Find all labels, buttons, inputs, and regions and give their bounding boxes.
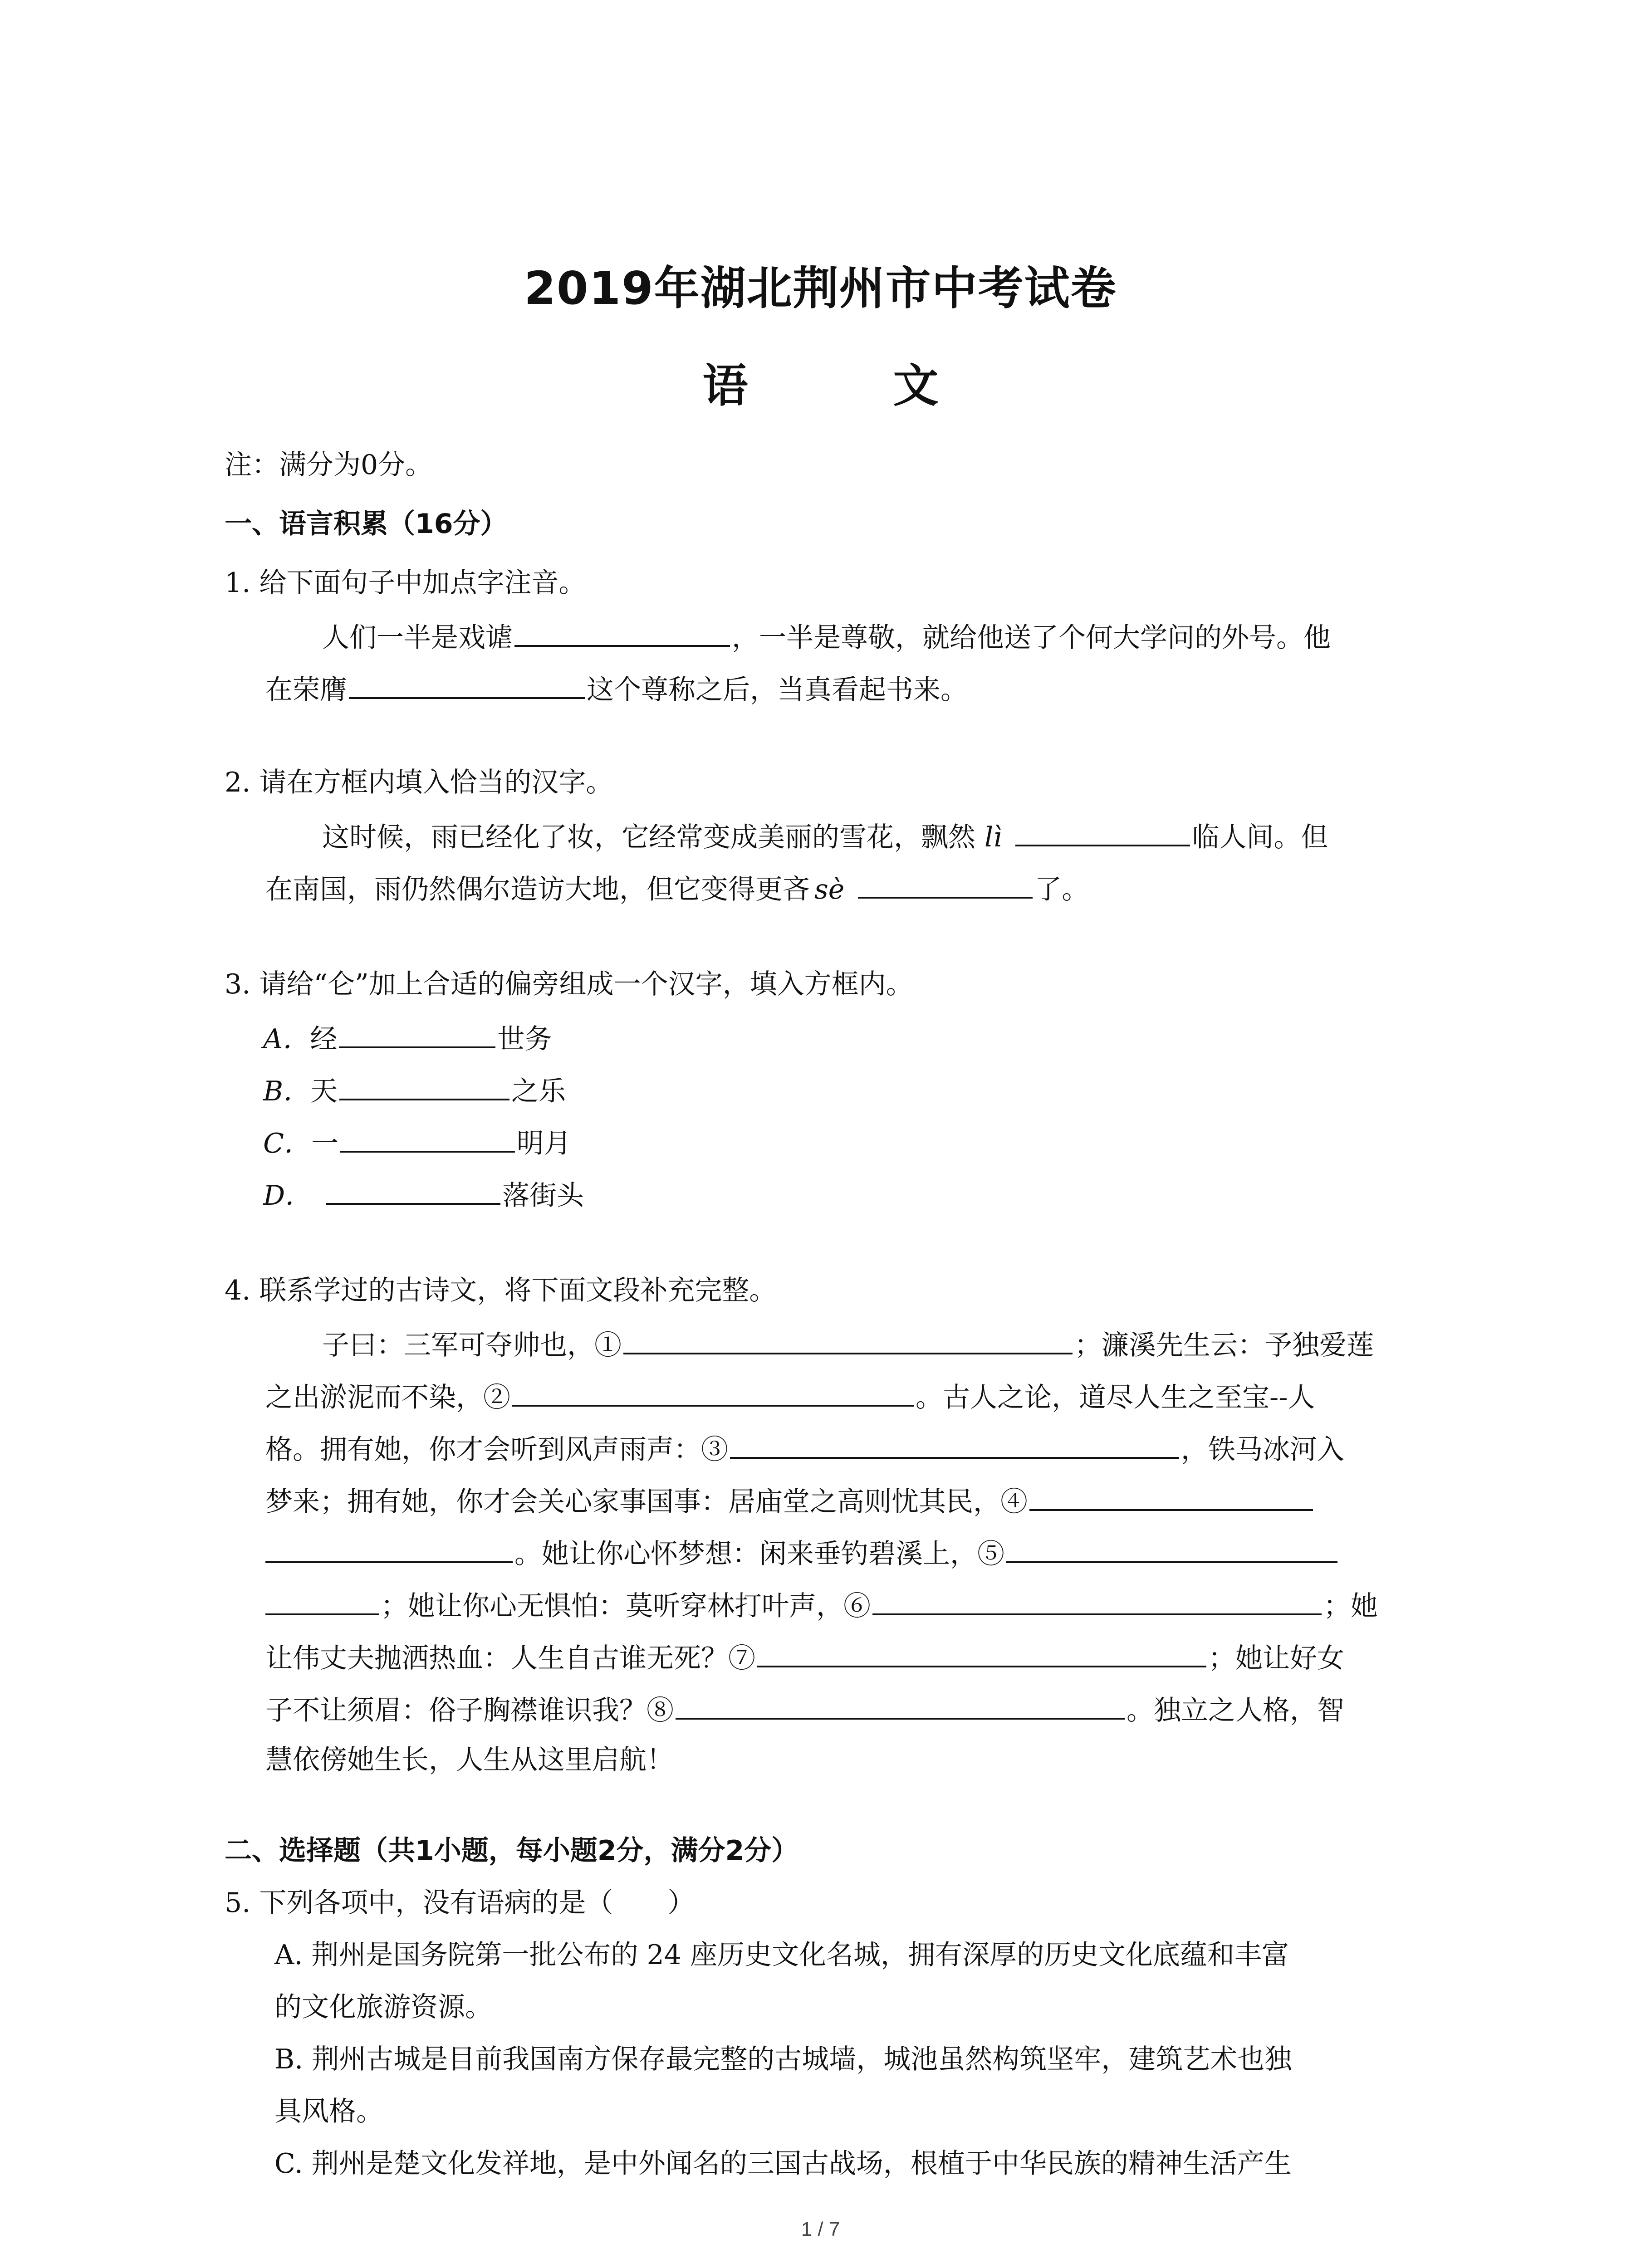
q2-stem: 2. 请在方框内填入恰当的汉字。: [225, 767, 613, 798]
section1-heading: 一、语言积累（16分）: [225, 508, 508, 540]
q1-line2: [265, 669, 968, 708]
q3-option-d: [263, 1175, 584, 1214]
answer-blank[interactable]: [1015, 816, 1190, 846]
q4-text: 。独立之人格，智: [1127, 1695, 1344, 1726]
option-letter: C．: [263, 1128, 311, 1159]
answer-blank[interactable]: [326, 1175, 500, 1205]
option-text-before: 一: [311, 1128, 338, 1159]
q5-option-b-line2: 具风格。: [274, 2096, 383, 2127]
q2-text-b: 临人间。但: [1192, 821, 1328, 853]
answer-blank[interactable]: [514, 617, 730, 647]
q4-text: 让伟丈夫抛洒热血：人生自古谁无死？⑦: [265, 1642, 755, 1674]
q4-text: 之出淤泥而不染，②: [265, 1382, 510, 1413]
q4-line3: [265, 1429, 1344, 1468]
q4-text: ；她让你心无惧怕：莫听穿林打叶声，⑥: [381, 1590, 871, 1622]
answer-blank[interactable]: [872, 1585, 1322, 1615]
q4-stem: 4. 联系学过的古诗文，将下面文段补充完整。: [225, 1275, 777, 1306]
q5-stem: 5. 下列各项中，没有语病的是（ ）: [225, 1887, 695, 1919]
q4-text: 子不让须眉：俗子胸襟谁识我？⑧: [265, 1695, 674, 1726]
q5-option-c-line1: C. 荆州是楚文化发祥地，是中外闻名的三国古战场，根植于中华民族的精神生活产生: [274, 2148, 1292, 2180]
q4-text: ，铁马冰河入: [1181, 1434, 1344, 1466]
answer-blank[interactable]: [730, 1429, 1179, 1459]
answer-blank[interactable]: [623, 1325, 1073, 1354]
answer-blank[interactable]: [676, 1690, 1125, 1720]
option-text-after: 世务: [497, 1023, 552, 1055]
option-letter: A．: [263, 1023, 310, 1055]
answer-blank[interactable]: [339, 1018, 495, 1048]
option-text-before: 经: [310, 1023, 338, 1055]
answer-blank[interactable]: [349, 669, 585, 699]
option-text-after: 明月: [516, 1128, 571, 1159]
answer-blank[interactable]: [757, 1637, 1206, 1667]
q2-line1: [322, 816, 1328, 855]
q4-line1: [322, 1325, 1374, 1364]
q3-option-a: [263, 1018, 552, 1057]
answer-blank[interactable]: [340, 1123, 515, 1153]
q3-option-c: [263, 1123, 571, 1162]
q4-line6: [265, 1585, 1378, 1624]
q1-text-d: 这个尊称之后，当真看起书来。: [587, 674, 968, 706]
q4-text: 格。拥有她，你才会听到风声雨声：③: [265, 1434, 728, 1466]
q4-line7: [265, 1637, 1344, 1677]
q1-text-c: 在荣膺: [265, 674, 347, 706]
q4-text: ；她让好女: [1208, 1642, 1344, 1674]
q1-text-a: 人们一半是戏谑: [322, 622, 513, 654]
option-letter: D．: [263, 1180, 313, 1212]
exam-subject: 语 文: [702, 359, 989, 412]
section2-heading: 二、选择题（共1小题，每小题2分，满分2分）: [225, 1835, 799, 1867]
page-number: 1 / 7: [801, 2218, 840, 2240]
q4-line4: [265, 1481, 1315, 1520]
q4-text: 。古人之论，道尽人生之至宝--人: [916, 1382, 1315, 1413]
q2-text-a: 这时候，雨已经化了妆，它经常变成美丽的雪花，飘然: [322, 821, 975, 853]
q2-pinyin-1: lì: [985, 821, 1002, 853]
q4-line8: [265, 1690, 1344, 1729]
q4-text: ；濂溪先生云：予独爱莲: [1074, 1330, 1374, 1361]
q5-option-a-line1: A. 荆州是国务院第一批公布的 24 座历史文化名城，拥有深厚的历史文化底蕴和丰富: [274, 1939, 1289, 1971]
q2-line2: [265, 869, 1089, 908]
option-text-after: 落街头: [502, 1180, 584, 1212]
q4-line5: [265, 1533, 1339, 1572]
score-note: 注：满分为0分。: [225, 449, 433, 481]
q3-stem: 3. 请给“仑”加上合适的偏旁组成一个汉字，填入方框内。: [225, 968, 913, 1000]
option-letter: B．: [263, 1075, 311, 1107]
q4-text: 梦来；拥有她，你才会关心家事国事：居庙堂之高则忧其民，④: [265, 1486, 1028, 1518]
answer-blank[interactable]: [265, 1585, 379, 1615]
q4-line9: 慧依傍她生长，人生从这里启航！: [265, 1744, 674, 1776]
q4-text: ；她: [1323, 1590, 1378, 1622]
answer-blank[interactable]: [265, 1533, 513, 1563]
q5-option-a-line2: 的文化旅游资源。: [274, 1991, 492, 2023]
q4-text: 子曰：三军可夺帅也，①: [322, 1330, 622, 1361]
q5-option-b-line1: B. 荆州古城是目前我国南方保存最完整的古城墙，城池虽然构筑坚牢，建筑艺术也独: [274, 2043, 1292, 2075]
answer-blank[interactable]: [858, 869, 1033, 899]
option-text-after: 之乐: [511, 1075, 566, 1107]
q1-line1: [322, 617, 1331, 656]
q4-line2: [265, 1377, 1315, 1416]
answer-blank[interactable]: [512, 1377, 914, 1407]
q2-text-d: 了。: [1034, 874, 1089, 905]
q4-text: 。她让你心怀梦想：闲来垂钓碧溪上，⑤: [514, 1538, 1004, 1570]
answer-blank[interactable]: [339, 1070, 509, 1100]
q1-text-b: ，一半是尊敬，就给他送了个何大学问的外号。他: [732, 622, 1331, 654]
exam-title: 2019年湖北荆州市中考试卷: [524, 262, 1117, 315]
q2-pinyin-2: sè: [814, 874, 845, 905]
option-text-before: 天: [310, 1075, 338, 1107]
answer-blank[interactable]: [1006, 1533, 1337, 1563]
answer-blank[interactable]: [1029, 1481, 1313, 1511]
q1-stem: 1. 给下面句子中加点字注音。: [225, 567, 586, 599]
q2-text-c: 在南国，雨仍然偶尔造访大地，但它变得更吝: [265, 874, 810, 905]
q3-option-b: [263, 1070, 566, 1110]
